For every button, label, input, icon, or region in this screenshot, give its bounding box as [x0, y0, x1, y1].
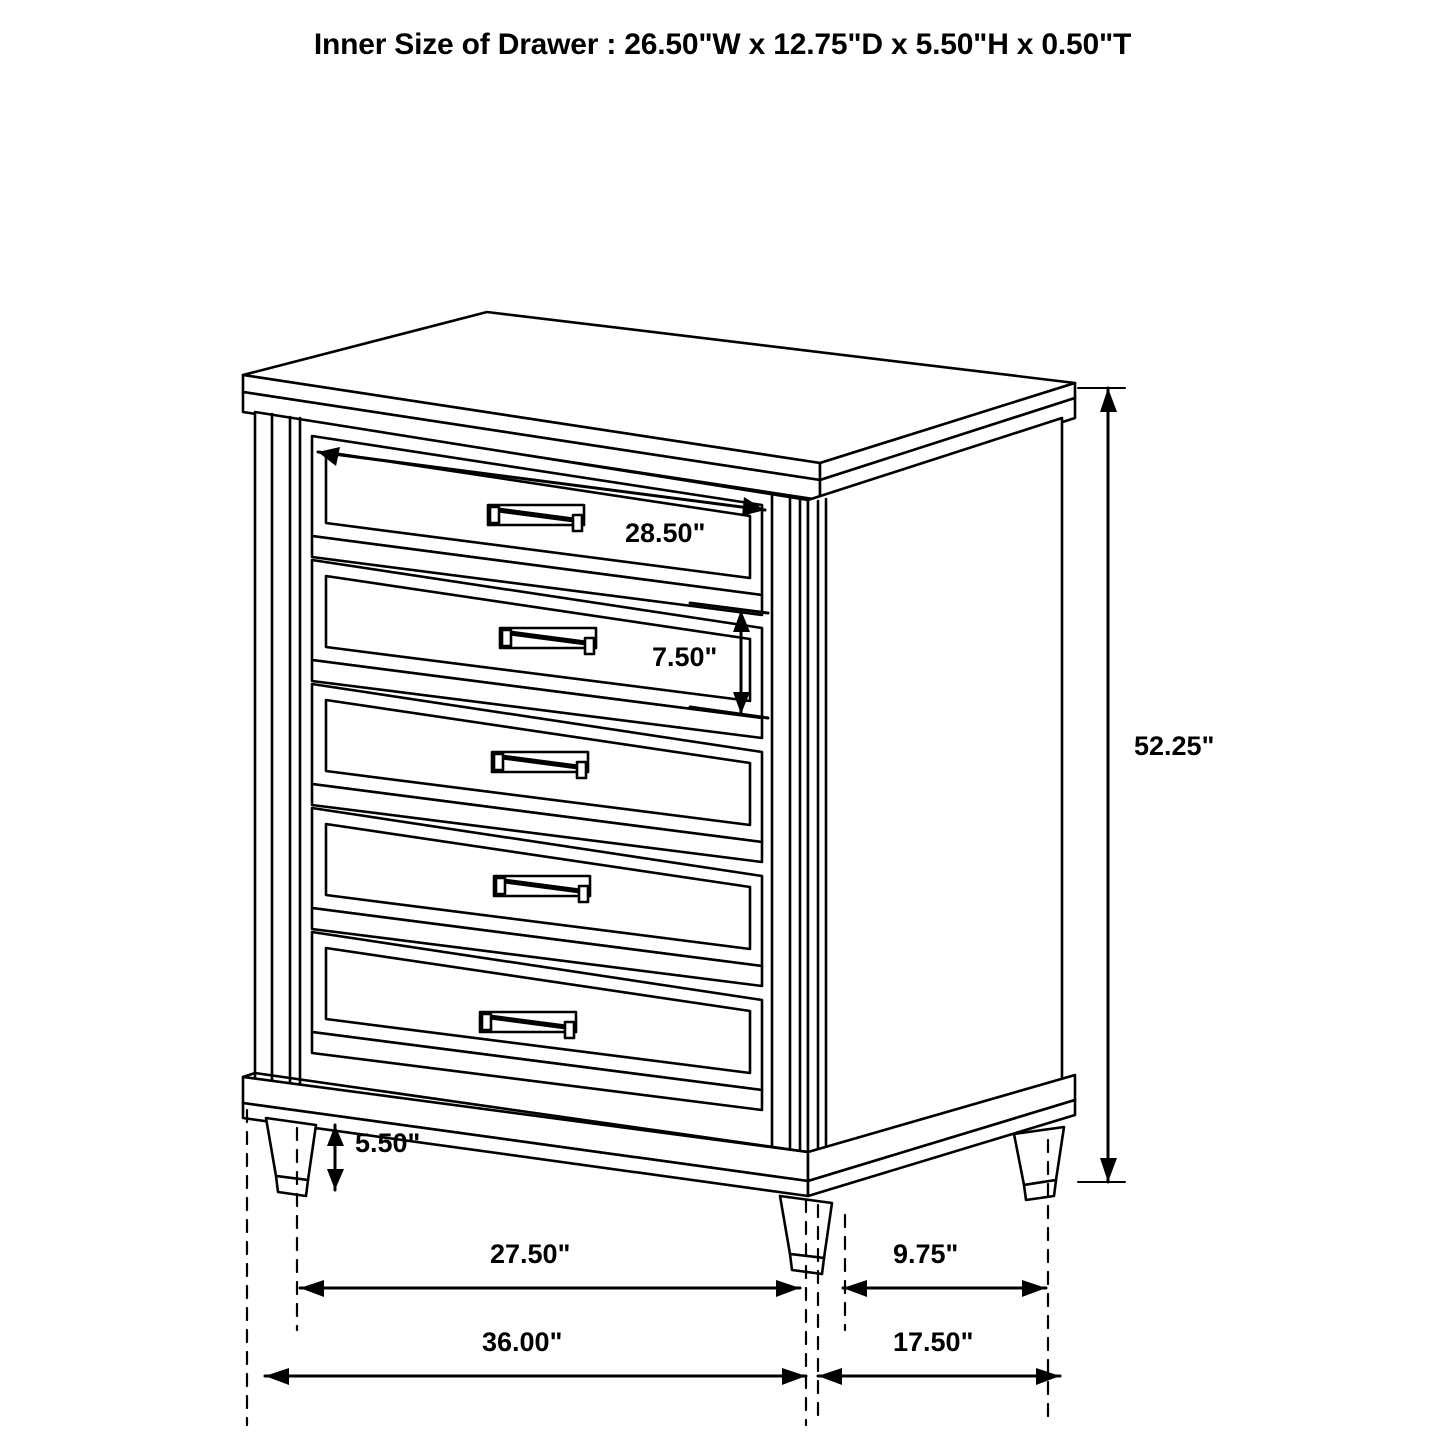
label-leg-height: 5.50" [355, 1128, 421, 1158]
page-title: Inner Size of Drawer : 26.50"W x 12.75"D x 5.50"H x 0.50"T [313, 28, 1132, 61]
label-overall-height: 52.25" [1134, 731, 1215, 761]
label-drawer-width: 28.50" [625, 518, 706, 548]
dim-overall-height [1078, 388, 1125, 1182]
label-overall-width: 36.00" [482, 1327, 563, 1357]
dim-leg-span-front [300, 1280, 800, 1297]
dim-leg-span-side [843, 1280, 1046, 1297]
dim-leg-height [327, 1125, 344, 1190]
leg-front-left [266, 1118, 316, 1196]
label-overall-depth: 17.50" [893, 1327, 974, 1357]
label-drawer-front-height: 7.50" [652, 642, 718, 672]
dim-overall-depth [818, 1368, 1060, 1385]
dim-overall-width [265, 1368, 806, 1385]
label-leg-span-front: 27.50" [490, 1239, 571, 1269]
leg-back-right [1014, 1127, 1064, 1200]
label-leg-span-side: 9.75" [893, 1239, 959, 1269]
